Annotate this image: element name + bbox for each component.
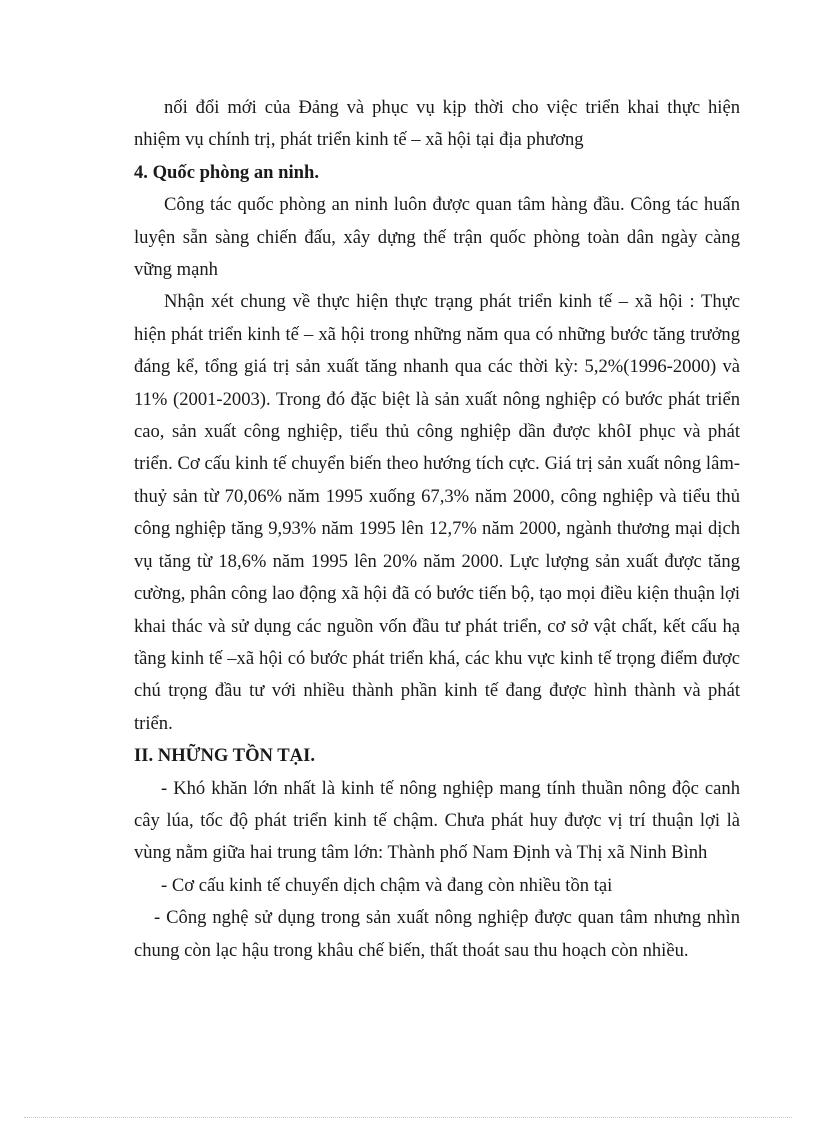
section-4-paragraph: Công tác quốc phòng an ninh luôn được quan tâm hàng đầu. Công tác huấn luyện sẵn sàng chiến đấu, xây dựng thế trận quốc phòng toàn dân ngày càng vững mạnh: [134, 194, 740, 281]
section-2-heading: II. NHỮNG TỒN TẠI.: [134, 745, 315, 767]
bullet-item-1: - Khó khăn lớn nhất là kinh tế nông nghiệp mang tính thuần nông độc canh cây lúa, tốc độ phát triển kinh tế chậm. Chưa phát huy được vị trí thuận lợi là vùng nằm giữa hai trung tâm lớn: Thành phố Nam Định và Thị xã Ninh Bình: [134, 777, 740, 864]
bullet-item-3: - Công nghệ sử dụng trong sản xuất nông nghiệp được quan tâm nhưng nhìn chung còn lạc hậu trong khâu chế biến, thất thoát sau thu hoạch còn nhiều.: [134, 907, 740, 961]
section-4-heading: 4. Quốc phòng an ninh.: [134, 161, 319, 183]
page-bottom-divider: [24, 1117, 792, 1118]
intro-paragraph: nối đổi mới của Đảng và phục vụ kịp thời cho việc triển khai thực hiện nhiệm vụ chính trị, phát triển kinh tế – xã hội tại địa phương: [134, 97, 740, 151]
document-page: [134, 92, 740, 967]
summary-paragraph: Nhận xét chung về thực hiện thực trạng phát triển kinh tế – xã hội : Thực hiện phát triển kinh tế – xã hội trong những năm qua có những bước tăng trưởng đáng kể, tổng giá trị sản xuất tăng nhanh qua các thời kỳ: 5,2%(1996-2000) và 11% (2001-2003). Trong đó đặc biệt là sản xuất nông nghiệp có bước phát triển cao, sản xuất công nghiệp, tiểu thủ công nghiệp dần được khôI phục và phát triển. Cơ cấu kinh tế chuyển biến theo hướng tích cực. Giá trị sản xuất nông lâm- thuỷ sản từ 70,06% năm 1995 xuống 67,3% năm 2000, công nghiệp và tiểu thủ công nghiệp tăng 9,93% năm 1995 lên 12,7% năm 2000, ngành thương mại dịch vụ tăng từ 18,6% năm 1995 lên 20% năm 2000. Lực lượng sản xuất được tăng cường, phân công lao động xã hội đã có bước tiến bộ, tạo mọi điều kiện thuận lợi khai thác và sử dụng các nguồn vốn đầu tư phát triển, cơ sở vật chất, kết cấu hạ tầng kinh tế –xã hội có bước phát triển khá, các khu vực kinh tế trọng điểm được chú trọng đầu tư với nhiều thành phần kinh tế đang được hình thành và phát triển.: [134, 291, 740, 734]
bullet-item-2: - Cơ cấu kinh tế chuyển dịch chậm và đang còn nhiều tồn tại: [161, 874, 613, 896]
